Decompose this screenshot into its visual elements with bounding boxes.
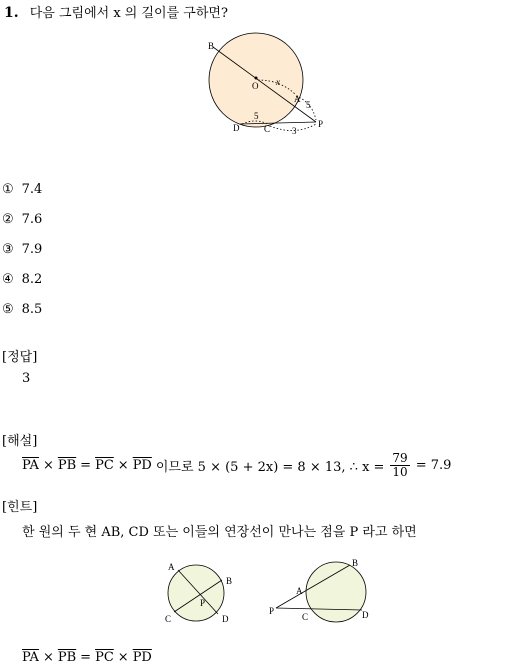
fig3-label-a: A: [296, 586, 303, 596]
label-five-dc: 5: [254, 111, 259, 121]
answer-heading: [정답]: [2, 350, 38, 365]
choice-2-mark: ②: [2, 212, 14, 227]
times-symbol-2: ×: [117, 458, 129, 474]
label-c: C: [264, 124, 271, 134]
hint-formula: [22, 650, 152, 665]
equals-symbol: =: [80, 458, 92, 474]
fig3-label-c: C: [302, 612, 309, 622]
hint-text: 한 원의 두 현 AB, CD 또는 이들의 연장선이 만나는 점을 P 라고 하면: [22, 525, 417, 540]
question-text: 다음 그림에서 x 의 길이를 구하면?: [29, 6, 228, 21]
choice-3-mark: ③: [2, 242, 14, 257]
fig2-label-c: C: [165, 614, 172, 624]
choice-2-value: 7.6: [21, 212, 43, 227]
explanation-tail: 이므로 5 × (5 + 2x) = 8 × 13, ∴ x =: [155, 460, 385, 476]
secant-figure: [200, 30, 340, 138]
point-o: [255, 77, 258, 80]
label-a: A: [294, 94, 301, 104]
choice-4-value: 8.2: [21, 272, 43, 287]
label-x: x: [276, 77, 280, 87]
fig3-label-p: P: [269, 606, 275, 616]
label-o: O: [252, 81, 259, 91]
choice-2[interactable]: [2, 212, 42, 227]
hint-times: ×: [42, 650, 54, 665]
times-symbol: ×: [42, 458, 54, 474]
fraction-numerator: 79: [392, 451, 408, 465]
fraction: [390, 452, 409, 479]
label-d: D: [233, 123, 240, 133]
circle-inside: [168, 565, 224, 621]
fig2-label-b: B: [226, 576, 233, 586]
seg-pb: $\overline{PB}$: [57, 458, 77, 474]
hint-heading: [힌트]: [2, 500, 38, 515]
choice-3[interactable]: [2, 242, 42, 257]
hint-seg-pb: $\overline{PB}$: [57, 650, 77, 665]
explanation-heading: [해설]: [2, 434, 38, 449]
choice-5-value: 8.5: [21, 302, 43, 317]
hint-seg-pd: $\overline{PD}$: [132, 650, 152, 665]
seg-pd: $\overline{PD}$: [132, 458, 152, 474]
hint-seg-pa: $\overline{PA}$: [22, 650, 39, 665]
choice-5-mark: ⑤: [2, 302, 14, 317]
choice-3-value: 7.9: [21, 242, 43, 257]
fig2-label-a: A: [168, 562, 175, 572]
explanation-result: = 7.9: [415, 458, 452, 474]
seg-pc: $\overline{PC}$: [95, 458, 114, 474]
secants-outside-figure: [268, 558, 378, 628]
fig2-label-p: P: [200, 598, 206, 608]
label-five-pa: 5: [306, 100, 311, 110]
question-number: 1.: [4, 5, 19, 21]
label-b: B: [208, 41, 215, 51]
seg-pa: $\overline{PA}$: [22, 458, 39, 474]
hint-seg-pc: $\overline{PC}$: [95, 650, 114, 665]
fig2-label-d: D: [222, 614, 229, 624]
answer-value: 3: [22, 371, 31, 386]
choice-1[interactable]: [2, 182, 42, 197]
fig3-label-d: D: [362, 610, 369, 620]
label-p: P: [318, 119, 324, 129]
choice-1-mark: ①: [2, 182, 14, 197]
question-header: [4, 2, 228, 21]
circle-outside: [306, 562, 366, 622]
choice-4-mark: ④: [2, 272, 14, 287]
hint-equals: =: [80, 650, 92, 665]
fraction-denominator: 10: [392, 465, 408, 480]
label-three: 3: [292, 126, 297, 136]
fig3-label-b: B: [352, 558, 359, 568]
choice-1-value: 7.4: [21, 182, 43, 197]
chords-inside-figure: [160, 558, 240, 628]
hint-times-2: ×: [117, 650, 129, 665]
choice-4[interactable]: [2, 272, 42, 287]
choice-5[interactable]: [2, 302, 42, 317]
explanation-body: [22, 452, 451, 479]
